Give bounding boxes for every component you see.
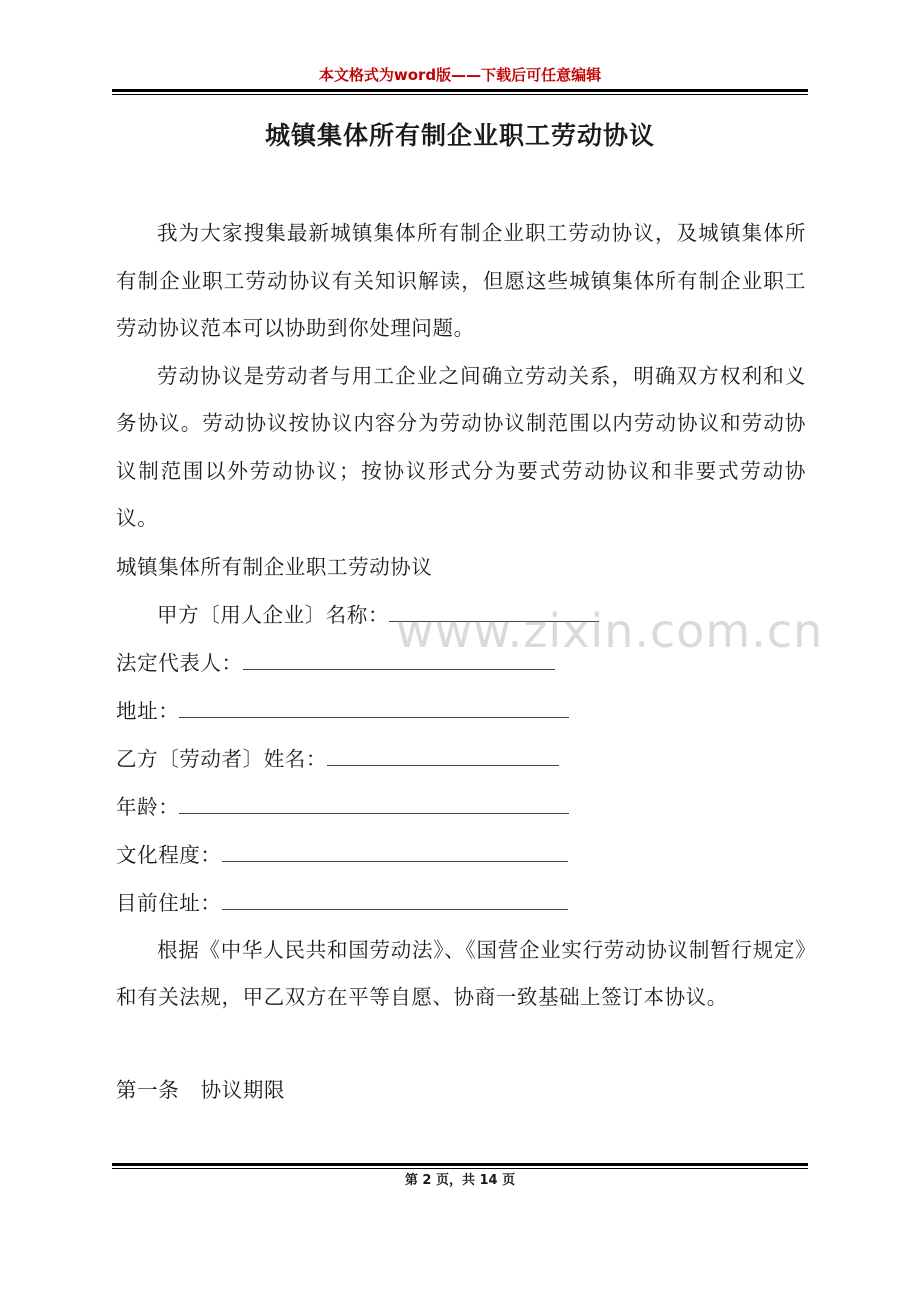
- page-header: 本文格式为word版——下载后可任意编辑: [318, 66, 602, 84]
- page-footer: 第 2 页，共 14 页: [404, 1173, 516, 1188]
- form-heading: 城镇集体所有制企业职工劳动协议: [116, 554, 433, 579]
- watermark: www.zixin.com.cn: [396, 604, 824, 658]
- field-address: [116, 687, 806, 735]
- blank-line: [243, 655, 555, 670]
- field-label: 文化程度：: [116, 842, 222, 867]
- field-current-address: [116, 879, 806, 927]
- field-age: [116, 783, 806, 831]
- blank-line: [389, 607, 599, 622]
- blank-line: [179, 799, 569, 814]
- field-label: 年龄：: [116, 794, 180, 819]
- field-education: [116, 831, 806, 879]
- basis-paragraph: 根据《中华人民共和国劳动法》、《国营企业实行劳动协议制暂行规定》和有关法规，甲乙双方在平等自愿、协商一致基础上签订本协议。: [116, 937, 806, 1009]
- article-1-heading: [116, 1066, 806, 1114]
- document-body: [116, 210, 806, 1114]
- field-label: 地址：: [116, 698, 180, 723]
- blank-line: [327, 751, 559, 766]
- document-title: 城镇集体所有制企业职工劳动协议: [264, 121, 655, 150]
- section-spacer: [116, 1022, 806, 1066]
- footer-rule: [112, 1163, 808, 1169]
- field-label: 法定代表人：: [116, 650, 243, 675]
- header-rule: [112, 89, 808, 95]
- blank-line: [222, 895, 568, 910]
- blank-line: [179, 703, 569, 718]
- field-label: 乙方〔劳动者〕姓名：: [116, 746, 327, 771]
- article-title: 协议期限: [200, 1077, 286, 1102]
- field-label: 甲方〔用人企业〕名称：: [157, 602, 390, 627]
- field-legal-rep: [116, 639, 806, 687]
- field-employer-name: [116, 591, 806, 639]
- intro-paragraph-2: 劳动协议是劳动者与用工企业之间确立劳动关系，明确双方权利和义务协议。劳动协议按协议内容分为劳动协议制范围以内劳动协议和劳动协议制范围以外劳动协议；按协议形式分为要式劳动协议和非要式劳动协议。: [116, 363, 806, 530]
- field-label: 目前住址：: [116, 890, 222, 915]
- field-worker-name: [116, 735, 806, 783]
- intro-paragraph-1: 我为大家搜集最新城镇集体所有制企业职工劳动协议，及城镇集体所有制企业职工劳动协议有关知识解读，但愿这些城镇集体所有制企业职工劳动协议范本可以协助到你处理问题。: [116, 221, 806, 340]
- blank-line: [222, 847, 568, 862]
- article-number: 第一条: [116, 1077, 180, 1102]
